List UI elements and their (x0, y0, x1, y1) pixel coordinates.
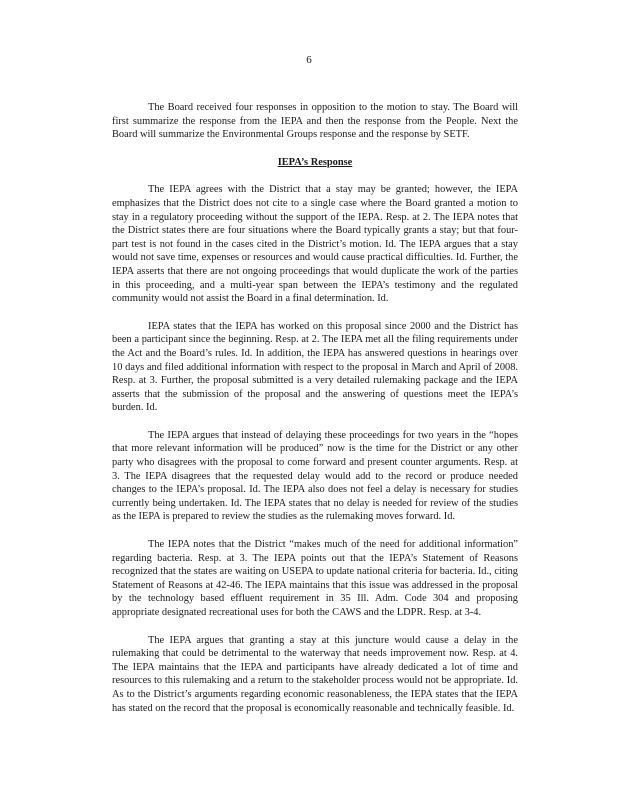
body-paragraph: The IEPA agrees with the District that a stay may be granted; however, the IEPA emphasizes that the District does not cite to a single case where the Board granted a motion to stay in a regulatory proceeding without the support of the IEPA. Resp. at 2. The IEPA notes that the District states there are four situations where the Board typically grants a stay; but that four-part test is not found in the cases cited in the District’s motion. Id. The IEPA argues that a stay would not save time, expenses or resources and would cause practical difficulties. Id. Further, the IEPA asserts that there are not ongoing proceedings that would duplicate the work of the parties in this proceeding, and a multi-year span between the IEPA’s testimony and the regulated community would not assist the Board in a final determination. Id. (112, 184, 518, 305)
body-paragraph: The IEPA argues that instead of delaying these proceedings for two years in the “hopes that more relevant information will be produced” now is the time for the District or any other party who disagrees with the proposal to come forward and present counter arguments. Resp. at 3. The IEPA disagrees that the requested delay would add to the record or produce needed changes to the IEPA’s proposal. Id. The IEPA also does not feel a delay is necessary for studies currently being undertaken. Id. The IEPA states that no delay is needed for review of the studies as the IEPA is prepared to review the studies as the rulemaking moves forward. Id. (112, 429, 518, 523)
page-number: 6 (306, 54, 312, 66)
intro-paragraph: The Board received four responses in opposition to the motion to stay. The Board will first summarize the response from the IEPA and then the response from the People. Next the Board will summarize the Environmental Groups response and the response by SETF. (112, 102, 518, 141)
body-paragraph: IEPA states that the IEPA has worked on this proposal since 2000 and the District has been a participant since the beginning. Resp. at 2. The IEPA met all the filing requirements under the Act and the Board’s rules. Id. In addition, the IEPA has answered questions in hearings over 10 days and filed additional information with respect to the proposal in March and April of 2008. Resp. at 3. Further, the proposal submitted is a very detailed rulemaking package and the IEPA asserts that the submission of the proposal and the answering of questions meet the IEPA’s burden. Id. (112, 320, 518, 414)
document-body (112, 101, 518, 729)
section-heading: IEPA’s Response (277, 156, 353, 168)
body-paragraph: The IEPA notes that the District “makes much of the need for additional information” regarding bacteria. Resp. at 3. The IEPA points out that the IEPA’s Statement of Reasons recognized that the states are waiting on USEPA to update national criteria for bacteria. Id., citing Statement of Reasons at 42-46. The IEPA maintains that this issue was addressed in the proposal by the technology based effluent requirement in 35 Ill. Adm. Code 304 and proposing appropriate designated recreational uses for both the CAWS and the LDPR. Resp. at 3-4. (112, 539, 518, 618)
body-paragraph: The IEPA argues that granting a stay at this juncture would cause a delay in the rulemaking that could be detrimental to the waterway that needs improvement now. Resp. at 4. The IEPA maintains that the IEPA and participants have already dedicated a lot of time and resources to this rulemaking and a return to the stakeholder process would not be appropriate. Id. As to the District’s arguments regarding economic reasonableness, the IEPA states that the IEPA has stated on the record that the proposal is economically reasonable and technically feasible. Id. (112, 634, 518, 714)
